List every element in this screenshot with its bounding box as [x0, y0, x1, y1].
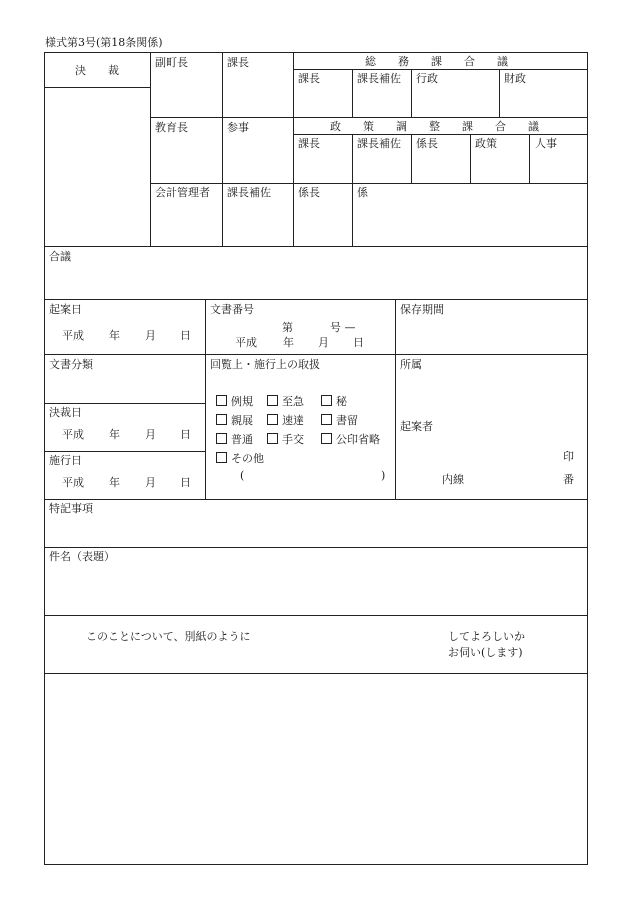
seisaku-kacho: 課長 — [298, 137, 320, 150]
line — [44, 354, 588, 355]
option-reiki[interactable]: 例規 — [216, 395, 253, 407]
line — [293, 69, 588, 70]
checkbox[interactable] — [216, 414, 227, 425]
kenmei-label: 件名（表題） — [49, 550, 115, 563]
line — [205, 299, 206, 499]
shiko-bi-month: 月 — [145, 476, 156, 489]
line — [44, 87, 150, 88]
kacho-label: 課長 — [227, 56, 249, 69]
option-hi[interactable]: 秘 — [321, 395, 347, 407]
kessai-bi-month: 月 — [145, 428, 156, 441]
line — [44, 451, 205, 452]
line — [352, 69, 353, 117]
form-title: 様式第3号(第18条関係) — [45, 36, 163, 49]
kaikei-label: 会計管理者 — [155, 186, 210, 199]
bunsho-bango-month: 月 — [318, 336, 329, 349]
kian-bi-era: 平成 — [62, 329, 84, 342]
checkbox[interactable] — [216, 452, 227, 463]
kessai-bi-era: 平成 — [62, 428, 84, 441]
option-shikyu[interactable]: 至急 — [267, 395, 304, 407]
line — [44, 299, 588, 300]
tokki-label: 特記事項 — [49, 502, 93, 515]
checkbox[interactable] — [321, 395, 332, 406]
fukuchocho-label: 副町長 — [155, 56, 188, 69]
shiko-bi-era: 平成 — [62, 476, 84, 489]
checkbox[interactable] — [321, 433, 332, 444]
kakaricho-label: 係長 — [298, 186, 320, 199]
sanji-label: 参事 — [227, 121, 249, 134]
line — [44, 499, 588, 500]
option-sonota[interactable]: その他 — [216, 452, 264, 464]
gogi-label: 合議 — [49, 250, 71, 263]
line — [293, 52, 294, 246]
option-futsu[interactable]: 普通 — [216, 433, 253, 445]
option-koin-shoryaku[interactable]: 公印省略 — [321, 433, 380, 445]
option-teko[interactable]: 手交 — [267, 433, 304, 445]
bunsho-bango-go: 号 — — [330, 321, 356, 334]
bunsho-bango-label: 文書番号 — [210, 303, 254, 316]
line — [499, 69, 500, 117]
seisaku-kakaricho: 係長 — [416, 137, 438, 150]
kessai-bi-label: 決裁日 — [49, 406, 82, 419]
shiko-bi-year: 年 — [109, 476, 120, 489]
ukagai-right2: お伺い(します) — [448, 646, 523, 659]
line — [150, 52, 151, 246]
line — [411, 69, 412, 117]
checkbox[interactable] — [267, 395, 278, 406]
bunsho-bango-era: 平成 — [235, 336, 257, 349]
paren-close: ) — [381, 469, 386, 482]
somu-kacho: 課長 — [298, 72, 320, 85]
line — [395, 299, 396, 499]
kian-bi-label: 起案日 — [49, 303, 82, 316]
ukagai-left: このことについて、別紙のように — [86, 630, 251, 643]
in-label: 印 — [563, 450, 574, 463]
line — [44, 403, 205, 404]
option-shinten[interactable]: 親展 — [216, 414, 253, 426]
line — [222, 52, 223, 246]
kian-bi-month: 月 — [145, 329, 156, 342]
line — [411, 134, 412, 183]
option-sokutatsu[interactable]: 速達 — [267, 414, 304, 426]
bunsho-bango-year: 年 — [283, 336, 294, 349]
checkbox[interactable] — [267, 433, 278, 444]
line — [529, 134, 530, 183]
ukagai-right1: してよろしいか — [448, 630, 525, 643]
bunsho-bunrui-label: 文書分類 — [49, 358, 93, 371]
shozoku-label: 所属 — [400, 358, 422, 371]
shiko-bi-label: 施行日 — [49, 454, 82, 467]
line — [352, 134, 353, 183]
kacho-hosa-label: 課長補佐 — [227, 186, 271, 199]
line — [44, 615, 588, 616]
form-frame — [44, 52, 588, 865]
option-kakitome[interactable]: 書留 — [321, 414, 358, 426]
checkbox[interactable] — [267, 414, 278, 425]
kian-bi-day: 日 — [180, 329, 191, 342]
kessai-bi-day: 日 — [180, 428, 191, 441]
paren-open: ( — [240, 469, 245, 482]
line — [44, 547, 588, 548]
checkbox[interactable] — [321, 414, 332, 425]
naisen-label: 内線 — [442, 473, 464, 486]
line — [150, 117, 588, 118]
line — [150, 183, 588, 184]
line — [44, 246, 588, 247]
somu-zaisei: 財政 — [504, 72, 526, 85]
line — [352, 183, 353, 246]
somu-kacho-hosa: 課長補佐 — [357, 72, 401, 85]
shiko-bi-day: 日 — [180, 476, 191, 489]
bunsho-bango-day: 日 — [353, 336, 364, 349]
checkbox[interactable] — [216, 395, 227, 406]
line — [293, 134, 588, 135]
seisaku-seisaku: 政策 — [475, 137, 497, 150]
seisaku-header: 政 策 調 整 課 合 議 — [330, 120, 539, 133]
seisaku-jinji: 人事 — [535, 137, 557, 150]
kianha-label: 起案者 — [400, 420, 433, 433]
kakari-label: 係 — [357, 186, 368, 199]
kyoikucho-label: 教育長 — [155, 121, 188, 134]
somu-header: 総 務 課 合 議 — [365, 55, 508, 68]
kessai-bi-year: 年 — [109, 428, 120, 441]
hozon-kikan-label: 保存期間 — [400, 303, 444, 316]
somu-gyosei: 行政 — [416, 72, 438, 85]
kairan-label: 回覧上・施行上の取扱 — [210, 358, 320, 371]
line — [44, 673, 588, 674]
ban-label: 番 — [563, 473, 574, 486]
kessai-label: 決 裁 — [75, 64, 119, 77]
seisaku-kacho-hosa: 課長補佐 — [357, 137, 401, 150]
kian-bi-year: 年 — [109, 329, 120, 342]
bunsho-bango-dai: 第 — [282, 321, 293, 334]
checkbox[interactable] — [216, 433, 227, 444]
line — [470, 134, 471, 183]
